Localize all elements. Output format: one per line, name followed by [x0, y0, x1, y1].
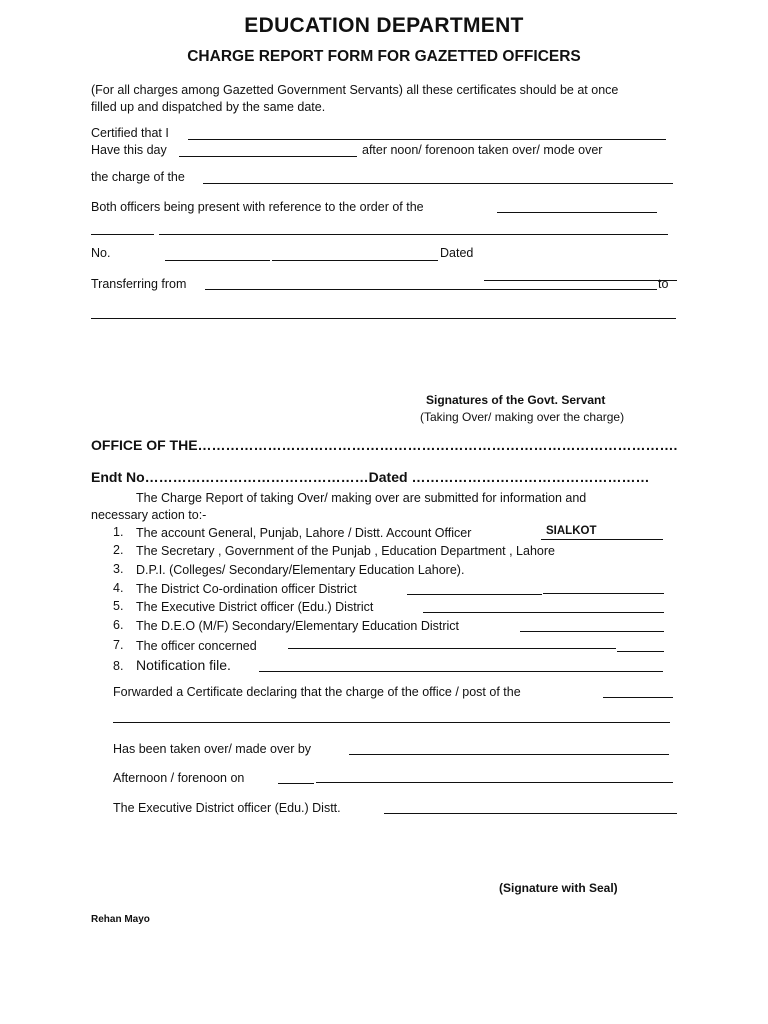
- charge-of-blank: [203, 183, 673, 184]
- district-value: SIALKOT: [546, 525, 597, 537]
- transferring-upper-blank: [484, 280, 677, 281]
- dated-label: Dated: [440, 246, 474, 260]
- signature-with-seal: (Signature with Seal): [499, 881, 618, 895]
- taken-over-label: Has been taken over/ made over by: [113, 742, 312, 756]
- after-noon-label: after noon/ forenoon taken over/ mode over: [362, 143, 603, 157]
- no-blank: [165, 260, 270, 261]
- no-blank-2: [272, 260, 438, 261]
- to-label: to: [658, 277, 669, 291]
- edo-label: The Executive District officer (Edu.) Distt.: [113, 801, 341, 815]
- forwarded-line: Forwarded a Certificate declaring that the charge of the office / post of the: [113, 685, 521, 699]
- transferring-full-blank: [91, 318, 676, 319]
- certified-that-blank: [188, 139, 666, 140]
- order-of-blank: [497, 212, 657, 213]
- afternoon-blank-b: [316, 782, 673, 783]
- transferring-from-label: Transferring from: [91, 277, 187, 291]
- edo-blank: [384, 813, 677, 814]
- taken-over-blank: [349, 754, 669, 755]
- forwarded-full-blank: [113, 722, 670, 723]
- order-blank-2b: [159, 234, 668, 235]
- transferring-from-blank: [205, 289, 657, 290]
- have-this-day-blank: [179, 156, 357, 157]
- charge-report-page: EDUCATION DEPARTMENT CHARGE REPORT FORM FOR GAZETTED OFFICERS (For all charges among Gazetted Government Servants) all these certificates should be at once filled up and dispatched by the same date. Certified that I Have this day after noon/ forenoon taken over/ mode over the charge of the Both officers being present with reference to the order of the No. Dated Transferring from to Signatures of the Govt. Servant (Taking Over/ making over the charge) OFFICE OF THE…………………………………………………………………………………………. Endt No…………………………………………Dated …………………………………………… The Charge Report of taking Over/ making over are submitted for information and necessary action to:- 1. The account General, Punjab, Lahore / Distt. Account Officer SIALKOT 2. The Secretary , Government of the Punjab , Education Department , Lahore 3. D.P.I. (Colleges/ Secondary/Elementary Education Lahore). 4. The District Co-ordination officer District 5. The Executive District officer (Edu.) District 6. The D.E.O (M/F) Secondary/Elementary Education District 7. The officer concerned 8. Notification file. Forwarded a Certificate declaring that the charge of the office / post of the Has been taken over/ made over by Afternoon / forenoon on The Executive District officer (Edu.) Distt. (Signature with Seal) Rehan Mayo: [0, 0, 768, 1024]
- charge-of-label: the charge of the: [91, 170, 185, 184]
- afternoon-label: Afternoon / forenoon on: [113, 771, 245, 785]
- submitted-line-1: The Charge Report of taking Over/ making over are submitted for information and: [136, 491, 587, 505]
- office-of-the: OFFICE OF THE………………………………………………………………………………………….: [91, 437, 678, 453]
- no-label: No.: [91, 246, 111, 260]
- intro-line-2: filled up and dispatched by the same date.: [91, 100, 326, 114]
- certified-that-label: Certified that I: [91, 126, 169, 140]
- forwarded-blank: [603, 697, 673, 698]
- endt-no-dated: Endt No…………………………………………Dated ……………………………………………: [91, 469, 650, 485]
- signature-govt-servant: Signatures of the Govt. Servant: [426, 393, 606, 407]
- page-title: EDUCATION DEPARTMENT: [244, 14, 524, 37]
- have-this-day-label: Have this day: [91, 143, 167, 157]
- author-name: Rehan Mayo: [91, 914, 150, 925]
- order-blank-2a: [91, 234, 154, 235]
- afternoon-blank-a: [278, 783, 314, 784]
- submitted-line-2: necessary action to:-: [91, 508, 207, 522]
- intro-line-1: (For all charges among Gazetted Government Servants) all these certificates should be at once: [91, 83, 619, 97]
- signature-govt-servant-sub: (Taking Over/ making over the charge): [420, 410, 625, 424]
- both-officers-label: Both officers being present with reference to the order of the: [91, 200, 424, 214]
- page-subtitle: CHARGE REPORT FORM FOR GAZETTED OFFICERS: [187, 48, 581, 65]
